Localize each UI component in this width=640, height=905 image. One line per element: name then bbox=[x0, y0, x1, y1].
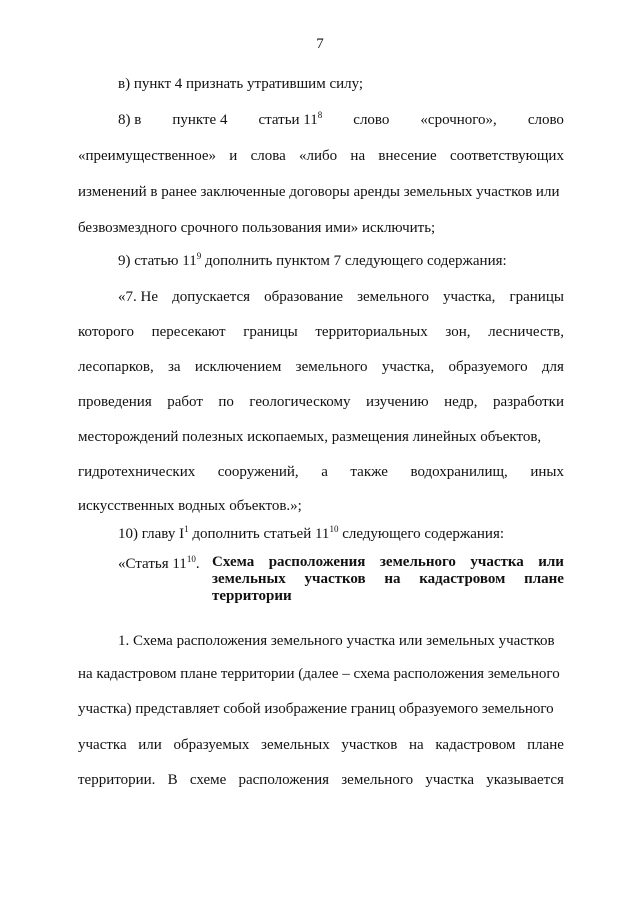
item-9-line: 9) статью $11^9$ дополнить пунктом 7 следующего содержания: bbox=[118, 251, 507, 269]
item-8-line-1 bbox=[118, 110, 564, 130]
word: «срочного», bbox=[420, 112, 497, 128]
section-1-line-5: территории. В схеме расположения земельного участка указывается bbox=[78, 772, 564, 788]
quote-7-line-3: лесопарков, за исключением земельного участка, образуемого для bbox=[78, 359, 564, 375]
quote-7-line-6: гидротехнических сооружений, а также водохранилищ, иных bbox=[78, 464, 564, 480]
word: статьи $11^8$ bbox=[258, 110, 323, 128]
item-v-line: в) пункт 4 признать утратившим силу; bbox=[118, 76, 364, 92]
quote-7-line-5: месторождений полезных ископаемых, размещения линейных объектов, bbox=[78, 429, 542, 445]
article-label: «Статья $11^{10}$. bbox=[118, 554, 200, 572]
page-number: 7 bbox=[316, 36, 324, 52]
word: пункте 4 bbox=[172, 112, 228, 128]
section-1-line-2: на кадастровом плане территории (далее – схема расположения земельного bbox=[78, 666, 560, 682]
quote-7-line-4: проведения работ по геологическому изучению недр, разработки bbox=[78, 394, 564, 410]
word: слово bbox=[353, 112, 390, 128]
section-1-line-4: участка или образуемых земельных участков на кадастровом плане bbox=[78, 737, 564, 753]
section-1-line-1: 1. Схема расположения земельного участка или земельных участков bbox=[118, 633, 555, 649]
item-8-line-2: «преимущественное» и слова «либо на внесение соответствующих bbox=[78, 148, 564, 164]
item-10-line: 10) главу $I^1$ дополнить статьей $11^{10}$ следующего содержания: bbox=[118, 524, 505, 542]
section-1-line-3: участка) представляет собой изображение границ образуемого земельного bbox=[78, 701, 554, 717]
item-8-line-4: безвозмездного срочного пользования ими» исключить; bbox=[78, 220, 436, 236]
quote-7-line-1: «7. Не допускается образование земельного участка, границы bbox=[118, 289, 564, 305]
item-8-line-3: изменений в ранее заключенные договоры аренды земельных участков или bbox=[78, 184, 560, 200]
word: слово bbox=[527, 112, 564, 128]
quote-7-line-7: искусственных водных объектов.»; bbox=[78, 498, 302, 514]
word: 8) в bbox=[118, 112, 142, 128]
quote-7-line-2: которого пересекают границы территориальных зон, лесничеств, bbox=[78, 324, 564, 340]
article-title: Схема расположения земельного участка или земельных участков на кадастровом плане территории bbox=[212, 554, 564, 604]
